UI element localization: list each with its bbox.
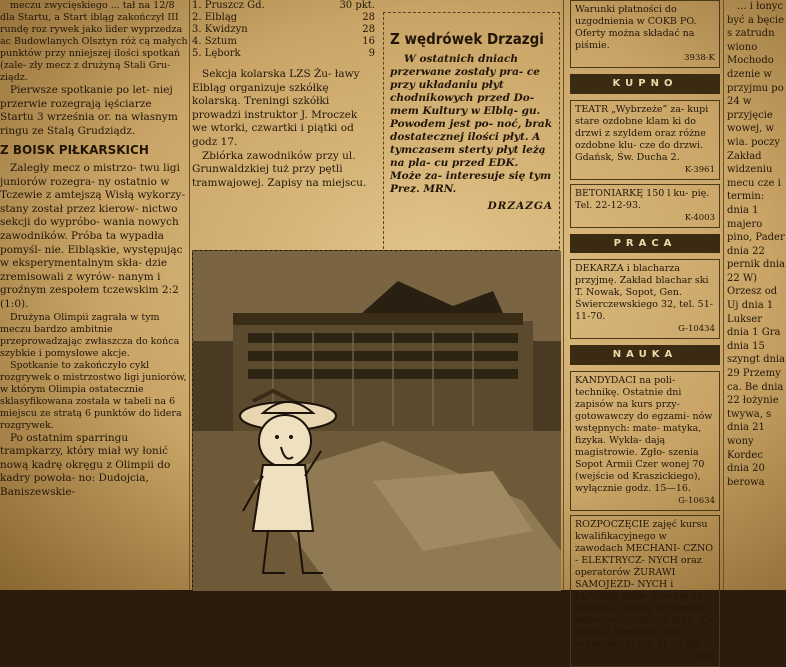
article-fragment: ... i łonyc być a bęcie s zatrudn wiono Mochodo dzenie w przyjmu po 24 w przyjęcie wowej, w wia. poczy Zakład widzeniu mecu cze i termin: dnia 1 majero pino, Pader dnia 22 pernik dnia 22 W) Orzesz od Uj dnia 1 Lukser dnia 1 Gra dnia 15 szyngt dnia 29 Przemy ca. Be dnia 22 łożynie twywa, s dnia 21 wony Kordec dnia 20 berowa <box>727 1 786 488</box>
classified-ad: BETONIARKĘ 150 l ku- pię. Tel. 22-12-93. K-4003 <box>570 184 720 228</box>
column-sports <box>0 0 188 590</box>
standings-row: 1. Pruszcz Gd. 30 pkt. <box>192 0 375 11</box>
column-divider <box>723 0 724 590</box>
article-paragraph: Po ostatnim sparringu trampkarzy, który miał wy łonić nową kadrę okręgu z Olimpii do kadry powoła- no: Dudojcia, Baniszewskie- <box>0 431 171 498</box>
article-fragment-boxing: meczu zwycięskiego ... tał na 12/8 dla Startu, a Start ibląg zakończył III rundę roz rywek jako lider wyprzedza ac Budowlanych Olsztyn róż cą małych punktów przy nniejszej ilości spotkań (zale- zły mecz z drużyną Stali Gru- ziądz. <box>0 0 188 83</box>
classified-ad: DEKARZA i blacharza przyjmę. Zakład blachar ski T. Nowak, Sopot, Gen. Świerczewskiego 32, tel. 51-11-70. G-10434 <box>570 259 720 339</box>
article-title: Z wędrówek Drzazgi <box>390 30 544 48</box>
column-divider <box>563 0 564 590</box>
section-banner-praca: PRACA <box>570 234 720 254</box>
classified-ad: TEATR „Wybrzeże” za- kupi stare ozdobne klam ki do drzwi z szyldem oraz różne ozdobne klu- cze do drzwi. Gdańsk, Św. Ducha 2. K-3961 <box>570 100 720 180</box>
classified-ad: ROZPOCZĘCIE zajęć kursu kwalifikacyjnego w zawodach MECHANI- CZNO - ELEKTRYCZ- NYCH oraz operatorów ŻURAWI SAMOJEZD- NYCH i SUWNIC odbę- dzie się 15 czerwca. Zapisy przyjmuje i infor- macji udziela WZS „O- światа” Wrzeszcz, Wa- ryńskiego 4, tel. 41-21-82. K-3900 <box>570 515 720 667</box>
article-paragraph: Spotkanie to zakończyło cykl rozgrywek o mistrzostwo ligi juniorów, w którym Olimpia ostatecznie sklasyfikowana została w tabeli na 6 miejscu ze stratą 6 punktów do lidera rozgrywek. <box>0 359 187 431</box>
boxed-article-drzazga <box>383 12 560 254</box>
article-signature: DRZAZGA <box>487 199 553 212</box>
column-edge-fragment <box>727 0 786 590</box>
article-paragraph: Drużyna Olimpii zagrała w tym meczu bardzo ambitnie przeprowadzając zwłaszcza do końca szybkie i pomysłowe akcje. <box>0 311 180 359</box>
standings-row: 2. Elbląg 28 <box>192 12 375 23</box>
article-paragraph: Zbiórka zawodników przy ul. Grunwaldzkiej tuż przy pętli tramwajowej. Zapisy na miejscu. <box>192 149 367 189</box>
standings-row: 5. Lębork 9 <box>192 48 375 59</box>
column-classifieds <box>570 0 720 662</box>
article-paragraph: Zaległy mecz o mistrzo- twu ligi juniorów rozegra- ny ostatnio w Tczewie z amtejszą Wisłą wykorzy- stany został przez kierow- nictwo sekcji do wypróbo- wania nowych zawodników. Próba ta wypadła pomyśl- nie. Elbląskie, występując w eksperymentalnym skła- dzie zremisowali z wyrów- nanym i groźnym zespołem tczewskim 2:2 (1:0). <box>0 161 185 310</box>
article-paragraph: Sekcja kolarska LZS Żu- ławy Elbląg organizuje szkółkę kolarską. Treningi szkółki prowadzi instruktor J. Mroczek we wtorki, czwartki i piątki od godz 17. <box>192 68 360 148</box>
photo-illustration <box>193 251 561 591</box>
article-paragraph: Pierwsze spotkanie po let- niej przerwie rozegrają ięściarze Startu 3 września or. na własnym ringu ze Stalą Grudziądz. <box>0 84 178 137</box>
section-banner-kupno: KUPNO <box>570 74 720 94</box>
classified-ad: Warunki płatności do uzgodnienia w COKB PO. Oferty można składać na piśmie. 3938-K <box>570 0 720 68</box>
standings-row: 3. Kwidzyn 28 <box>192 24 375 35</box>
section-heading-football: Z BOISK PIŁKARSKICH <box>0 143 149 158</box>
photo-building-with-cartoon <box>192 250 560 590</box>
section-banner-nauka: NAUKA <box>570 345 720 365</box>
standings-table <box>192 0 375 60</box>
article-lead: W ostatnich dniach przerwane zostały pra- ce przy układaniu płyt chodnikowych przed Do- mem Kultury w Elblą- gu. Powodem jest po- noć, brak dostatecznej ilości płyt. A tymczasem sterty płyt leżą na pla- cu przed EDK. Może za- interesuje się tym Prez. MRN. <box>390 52 552 195</box>
column-divider <box>189 0 190 590</box>
column-cycling <box>192 0 375 245</box>
classified-ad: KANDYDACI na poli- technikę. Ostatnie dni zapisów na kurs przy- gotowawczy do egzami- nów wstępnych: mate- matyka, fizyka. Wykła- dają magistrowie. Zgło- szenia Sopot Armii Czer wonej 70 (wejście od Kraszickiego), wyłącznie godz. 15—16. G-10634 <box>570 371 720 511</box>
standings-row: 4. Sztum 16 <box>192 36 375 47</box>
